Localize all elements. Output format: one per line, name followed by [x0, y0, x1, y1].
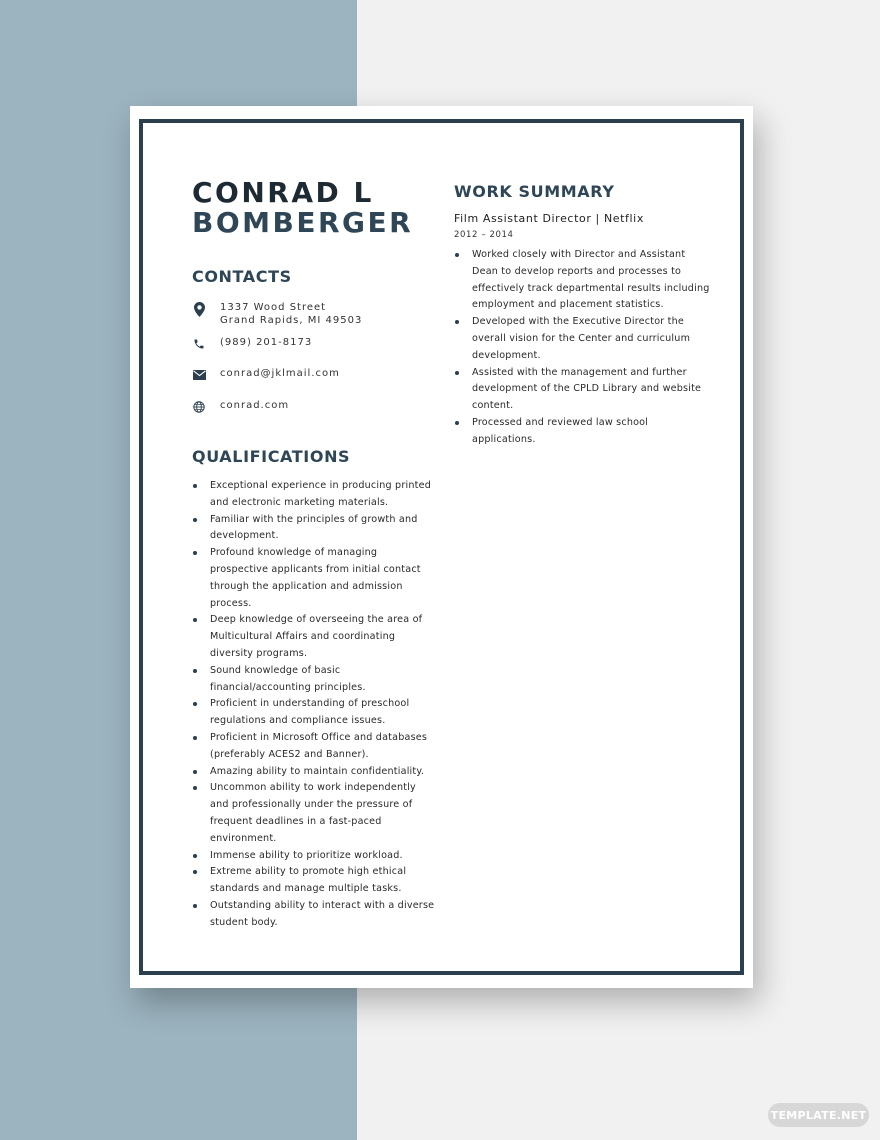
list-item: Sound knowledge of basic financial/accounting principles. [192, 663, 437, 697]
phone-icon [192, 336, 206, 352]
list-item: Exceptional experience in producing printed and electronic marketing materials. [192, 478, 437, 512]
list-item: Uncommon ability to work independently and professionally under the pressure of frequent deadlines in a fast-paced environment. [192, 780, 437, 847]
contact-phone [192, 336, 312, 352]
contact-email [192, 367, 340, 383]
template-net-watermark[interactable]: TEMPLATE.NET [768, 1103, 869, 1127]
website-url: conrad.com [220, 400, 290, 411]
name-last: BOMBERGER [192, 206, 414, 239]
map-pin-icon [192, 301, 206, 317]
phone-number: (989) 201-8173 [220, 337, 313, 348]
list-item: Developed with the Executive Director the overall vision for the Center and curriculum development. [454, 314, 710, 364]
list-item: Extreme ability to promote high ethical standards and manage multiple tasks. [192, 864, 437, 898]
list-item: Outstanding ability to interact with a diverse student body. [192, 898, 437, 932]
work-summary-heading: WORK SUMMARY [454, 182, 615, 201]
contact-website [192, 399, 289, 415]
list-item: Assisted with the management and further development of the CPLD Library and website content. [454, 365, 710, 415]
resume-page [130, 106, 753, 988]
list-item: Familiar with the principles of growth and development. [192, 512, 437, 546]
list-item: Proficient in Microsoft Office and databases (preferably ACES2 and Banner). [192, 730, 437, 764]
qualifications-list [192, 478, 437, 932]
list-item: Processed and reviewed law school applications. [454, 415, 710, 449]
list-item: Proficient in understanding of preschool regulations and compliance issues. [192, 696, 437, 730]
contact-address [192, 301, 362, 327]
email-address: conrad@jklmail.com [220, 368, 340, 379]
address-line-1: 1337 Wood Street [220, 302, 327, 313]
list-item: Amazing ability to maintain confidentiality. [192, 764, 437, 781]
address-line-2: Grand Rapids, MI 49503 [220, 315, 363, 326]
globe-icon [192, 399, 206, 415]
contacts-heading: CONTACTS [192, 267, 292, 286]
name-first: CONRAD L [192, 176, 374, 209]
work-summary-list [454, 247, 710, 449]
list-item: Deep knowledge of overseeing the area of Multicultural Affairs and coordinating diversity programs. [192, 612, 437, 662]
qualifications-heading: QUALIFICATIONS [192, 447, 351, 466]
list-item: Worked closely with Director and Assistant Dean to develop reports and processes to effectively track departmental results including employment and placement statistics. [454, 247, 710, 314]
job-dates: 2012 – 2014 [454, 230, 514, 240]
candidate-name [192, 178, 413, 238]
list-item: Immense ability to prioritize workload. [192, 848, 437, 865]
list-item: Profound knowledge of managing prospective applicants from initial contact through the application and admission process. [192, 545, 437, 612]
envelope-icon [192, 367, 206, 383]
job-title: Film Assistant Director | Netflix [454, 212, 644, 225]
